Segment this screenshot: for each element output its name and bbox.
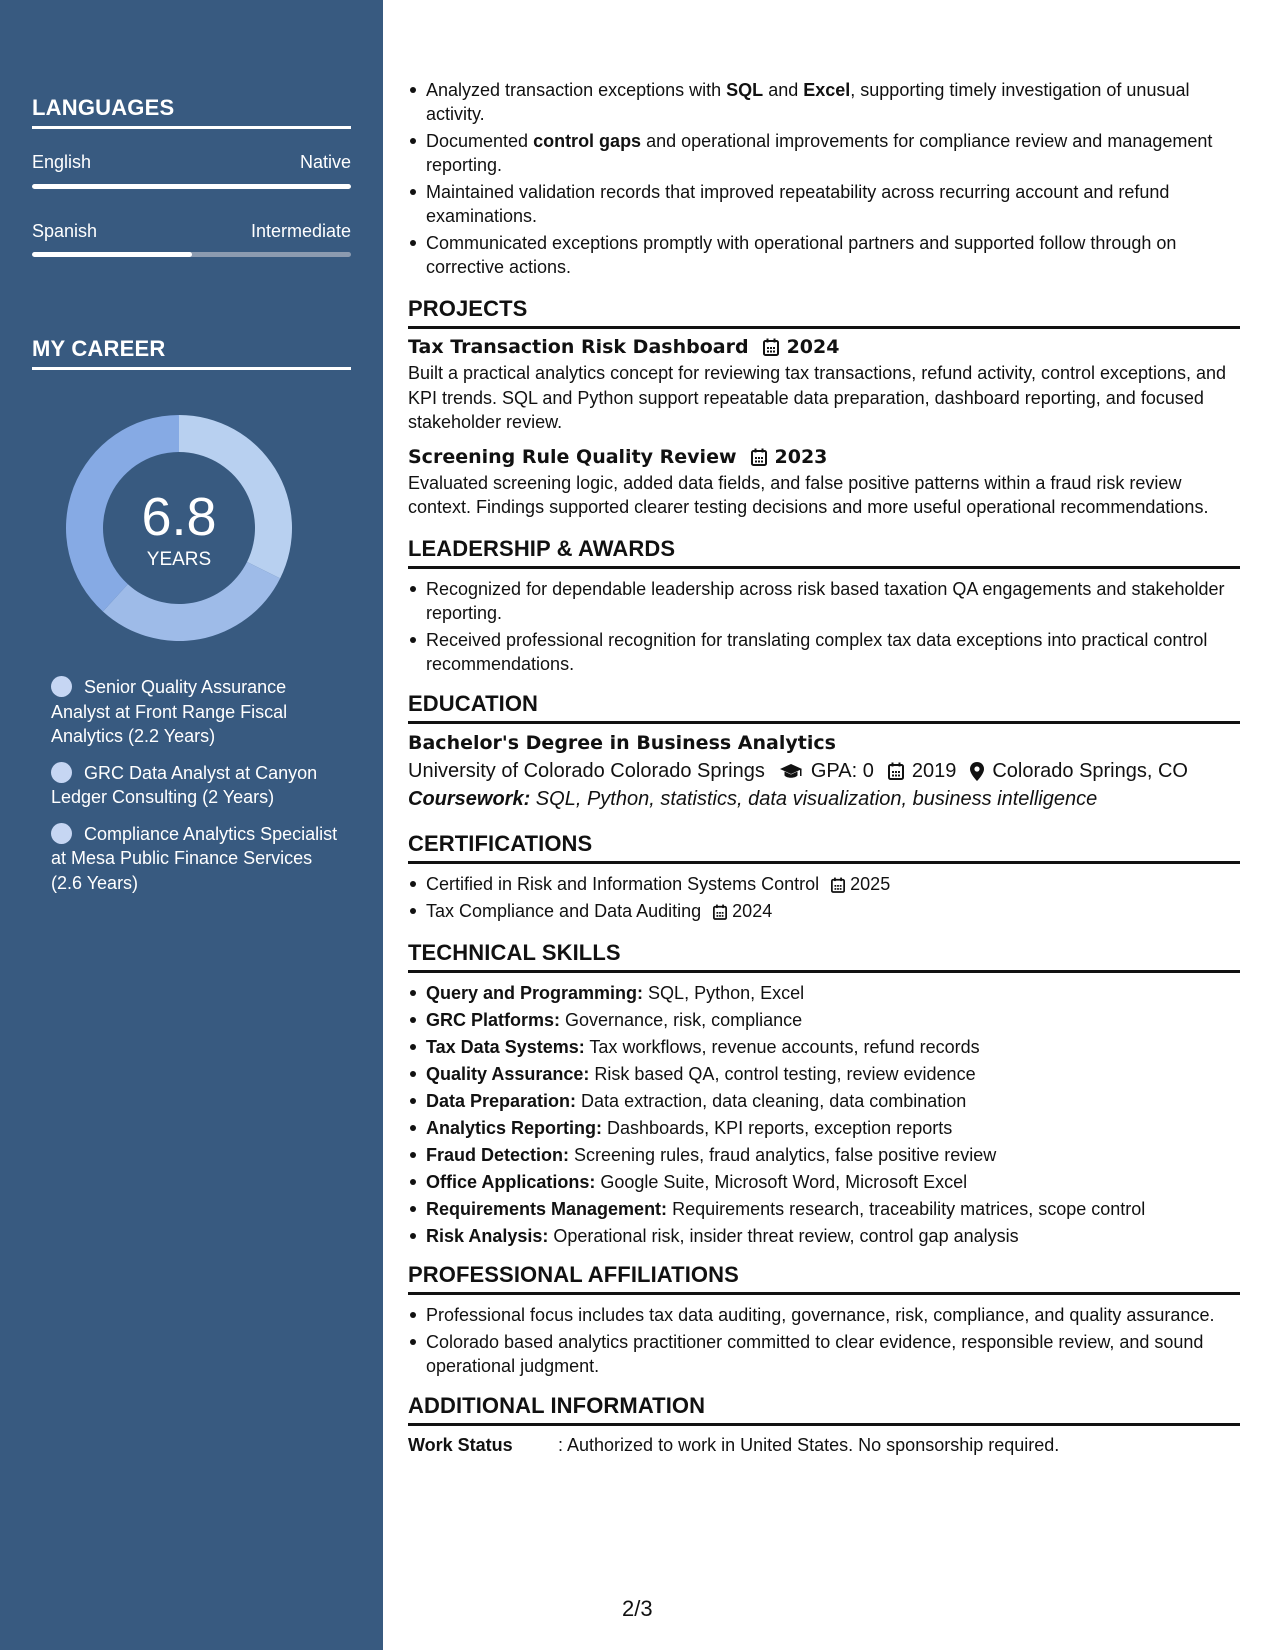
certifications-list — [408, 872, 1240, 923]
skill-item — [408, 1035, 1240, 1059]
skill-value: Tax workflows, revenue accounts, refund records — [584, 1036, 980, 1057]
additional-info-heading: ADDITIONAL INFORMATION — [408, 1393, 1240, 1426]
skill-label: Tax Data Systems: — [426, 1036, 585, 1057]
skill-label: Quality Assurance: — [426, 1063, 590, 1084]
education-gpa: GPA: 0 — [810, 759, 874, 782]
certification-name: Tax Compliance and Data Auditing — [426, 900, 702, 921]
bullet-dot-icon — [51, 762, 72, 783]
calendar-icon — [763, 338, 779, 356]
language-row-english — [32, 152, 351, 173]
certification-item — [408, 872, 1240, 896]
skill-label: Risk Analysis: — [426, 1225, 549, 1246]
skill-label: Requirements Management: — [426, 1198, 668, 1219]
language-bar-spanish — [32, 252, 351, 257]
affiliation-item: Professional focus includes tax data auditing, governance, risk, compliance, and quality assurance. — [408, 1303, 1240, 1327]
work-status-value: : Authorized to work in United States. No sponsorship required. — [558, 1434, 1060, 1455]
calendar-icon — [751, 448, 767, 466]
skill-label: Query and Programming: — [426, 982, 644, 1003]
project-name: Screening Rule Quality Review — [408, 445, 737, 468]
language-bar-fill — [32, 252, 192, 257]
education-year: 2019 — [911, 759, 957, 782]
career-item-text: GRC Data Analyst at Canyon Ledger Consulting (2 Years) — [51, 762, 318, 807]
career-item-text: Senior Quality Assurance Analyst at Front Range Fiscal Analytics (2.2 Years) — [51, 677, 288, 746]
work-status-row — [408, 1435, 1240, 1456]
project-description: Built a practical analytics concept for reviewing tax transactions, refund activity, control exceptions, and KPI trends. SQL and Python support repeatable data preparation, dashboard reporting, and focused stakeholder review. — [408, 363, 1227, 432]
language-name: English — [32, 152, 92, 172]
career-years-value: 6.8 — [141, 487, 217, 547]
experience-bullet: Communicated exceptions promptly with operational partners and supported follow through on corrective actions. — [408, 231, 1240, 279]
career-item — [51, 675, 341, 749]
education-school: University of Colorado Colorado Springs — [408, 759, 765, 782]
skill-value: Requirements research, traceability matrices, scope control — [667, 1198, 1146, 1219]
projects-heading: PROJECTS — [408, 296, 1240, 329]
skill-item — [408, 981, 1240, 1005]
leadership-list — [408, 577, 1240, 676]
bullet-text: , supporting timely investigation of unusual activity. — [426, 80, 1190, 124]
affiliations-list — [408, 1303, 1240, 1378]
education-location: Colorado Springs, CO — [992, 759, 1188, 782]
career-item — [51, 761, 341, 810]
map-pin-icon — [970, 762, 984, 781]
certifications-heading: CERTIFICATIONS — [408, 831, 1240, 864]
experience-bullets — [408, 78, 1240, 279]
career-rule — [32, 367, 351, 370]
language-row-spanish — [32, 221, 351, 242]
education-degree: Bachelor's Degree in Business Analytics — [408, 731, 836, 754]
language-bar-english — [32, 184, 351, 189]
skill-item — [408, 1197, 1240, 1221]
donut-slice — [103, 562, 280, 641]
skill-item — [408, 1116, 1240, 1140]
language-bar-fill — [32, 184, 351, 189]
affiliations-heading: PROFESSIONAL AFFILIATIONS — [408, 1262, 1240, 1295]
career-heading: MY CAREER — [32, 336, 166, 361]
certification-year: 2025 — [850, 873, 891, 894]
skills-list — [408, 981, 1240, 1248]
language-name: Spanish — [32, 221, 98, 241]
skill-label: Data Preparation: — [426, 1090, 577, 1111]
bullet-bold: control gaps — [533, 131, 642, 151]
skill-value: Dashboards, KPI reports, exception reports — [602, 1117, 953, 1138]
project-year: 2023 — [774, 445, 828, 468]
bullet-text: and operational improvements for compliance review and management reporting. — [426, 131, 1213, 175]
skills-heading: TECHNICAL SKILLS — [408, 940, 1240, 973]
bullet-text: Analyzed transaction exceptions with — [426, 80, 727, 100]
languages-heading: LANGUAGES — [32, 95, 175, 120]
skill-label: Fraud Detection: — [426, 1144, 570, 1165]
skill-item — [408, 1143, 1240, 1167]
skill-label: GRC Platforms: — [426, 1009, 561, 1030]
skill-value: Risk based QA, control testing, review evidence — [589, 1063, 976, 1084]
skill-label: Analytics Reporting: — [426, 1117, 603, 1138]
career-list — [51, 675, 341, 907]
sidebar — [0, 0, 383, 1650]
skill-value: Operational risk, insider threat review, control gap analysis — [548, 1225, 1019, 1246]
skill-item — [408, 1224, 1240, 1248]
coursework-text: SQL, Python, statistics, data visualization, business intelligence — [530, 787, 1098, 810]
career-item — [51, 822, 341, 896]
project-title — [408, 446, 1240, 468]
calendar-icon — [888, 762, 904, 780]
project-year: 2024 — [786, 336, 840, 358]
career-item-text: Compliance Analytics Specialist at Mesa Public Finance Services (2.6 Years) — [51, 823, 338, 893]
skill-value: SQL, Python, Excel — [643, 982, 805, 1003]
language-level: Native — [299, 152, 351, 172]
graduation-cap-icon — [779, 763, 803, 780]
experience-bullet — [408, 129, 1240, 177]
bullet-text: Documented — [426, 131, 534, 151]
skill-item — [408, 1062, 1240, 1086]
certification-year: 2024 — [732, 900, 773, 921]
experience-bullet — [408, 78, 1240, 126]
bullet-bold: Excel — [803, 80, 851, 100]
languages-rule — [32, 126, 351, 129]
bullet-dot-icon — [51, 676, 72, 697]
experience-bullet: Maintained validation records that improved repeatability across recurring account and refund examinations. — [408, 180, 1240, 228]
education-heading: EDUCATION — [408, 691, 1240, 724]
affiliation-item: Colorado based analytics practitioner committed to clear evidence, responsible review, and sound operational judgment. — [408, 1330, 1240, 1378]
leadership-item: Recognized for dependable leadership across risk based taxation QA engagements and stakeholder reporting. — [408, 577, 1240, 625]
skill-value: Screening rules, fraud analytics, false positive review — [569, 1144, 997, 1165]
language-level: Intermediate — [250, 221, 351, 241]
skill-value: Google Suite, Microsoft Word, Microsoft Excel — [595, 1171, 968, 1192]
career-years-label: YEARS — [146, 549, 212, 570]
work-status-label: Work Status — [408, 1434, 513, 1455]
project-name: Tax Transaction Risk Dashboard — [408, 336, 749, 358]
skill-value: Data extraction, data cleaning, data combination — [576, 1090, 967, 1111]
calendar-icon — [831, 877, 845, 893]
project-title — [408, 336, 1240, 358]
skill-item — [408, 1008, 1240, 1032]
certification-item — [408, 899, 1240, 923]
skill-label: Office Applications: — [426, 1171, 596, 1192]
leadership-item: Received professional recognition for translating complex tax data exceptions into practical control recommendations. — [408, 628, 1240, 676]
main-content — [408, 78, 1240, 1456]
bullet-text: and — [763, 80, 804, 100]
education-coursework — [408, 788, 1240, 811]
page-number: 2/3 — [622, 1596, 653, 1621]
skill-item — [408, 1089, 1240, 1113]
calendar-icon — [713, 904, 727, 920]
skill-value: Governance, risk, compliance — [560, 1009, 803, 1030]
skill-item — [408, 1170, 1240, 1194]
project-description: Evaluated screening logic, added data fields, and false positive patterns within a fraud risk review context. Findings supported clearer testing decisions and more useful operational recommendations. — [408, 472, 1209, 517]
education-details — [408, 760, 1240, 783]
bullet-bold: SQL — [726, 80, 764, 100]
bullet-dot-icon — [51, 823, 72, 844]
certification-name: Certified in Risk and Information Systems Control — [426, 873, 820, 894]
leadership-heading: LEADERSHIP & AWARDS — [408, 536, 1240, 569]
coursework-label: Coursework: — [408, 787, 531, 810]
